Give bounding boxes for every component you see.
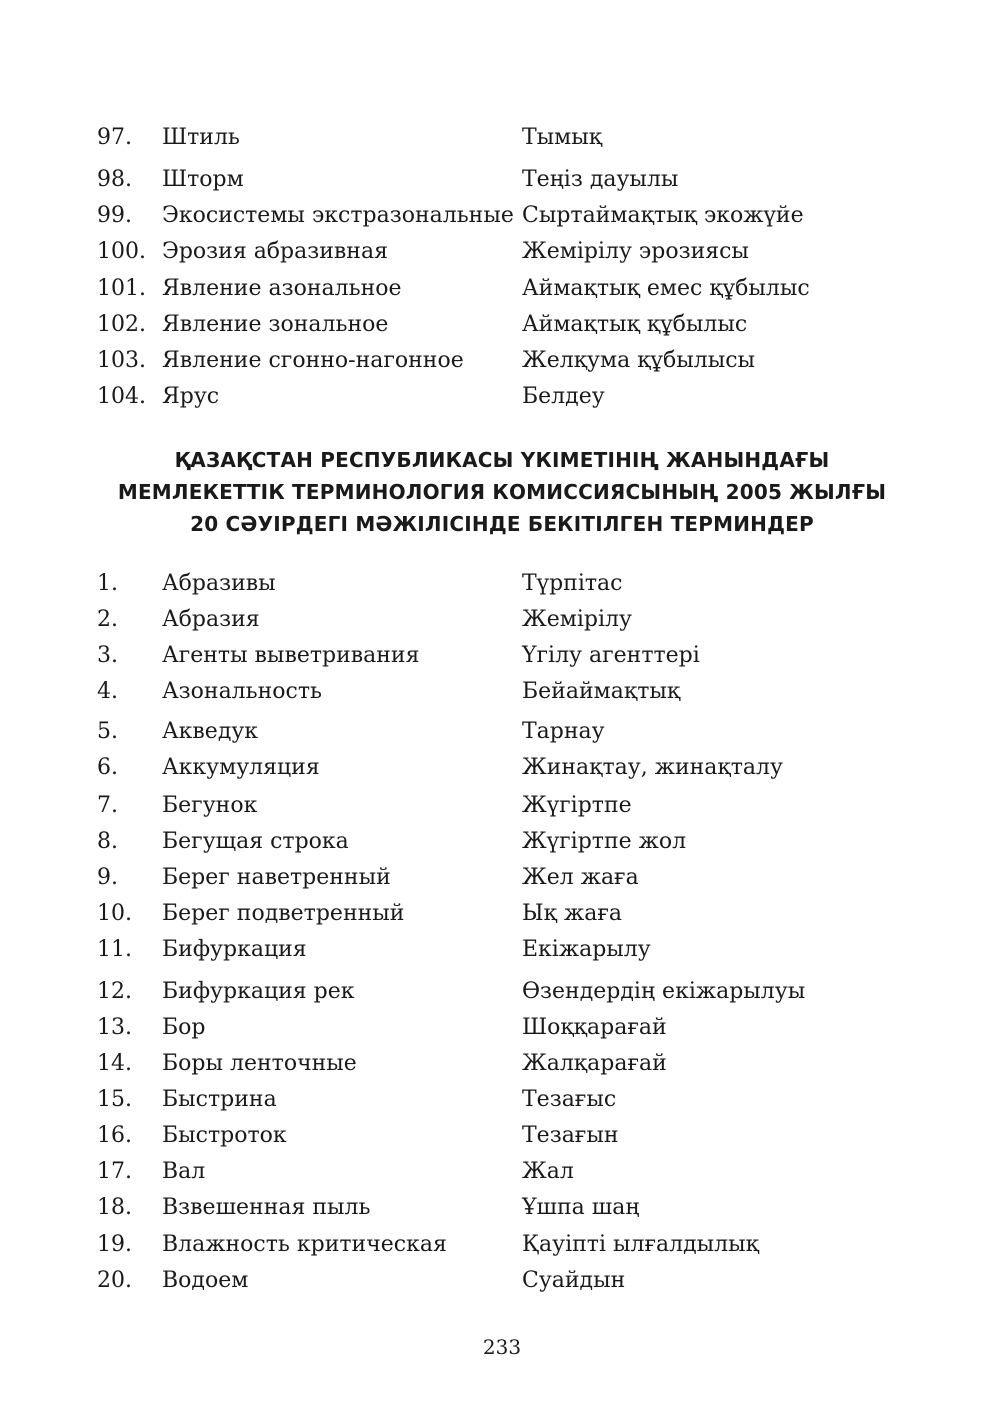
kazakh-term: Жүгіртпе: [522, 793, 632, 818]
glossary-entry: [0, 310, 1004, 340]
russian-term: Шторм: [162, 167, 244, 192]
glossary-entry: [0, 605, 1004, 635]
russian-term: Водоем: [162, 1268, 249, 1293]
entry-number: 3.: [97, 643, 118, 668]
russian-term: Ярус: [162, 384, 220, 409]
entry-number: 17.: [97, 1159, 132, 1184]
kazakh-term: Жалқарағай: [522, 1051, 667, 1076]
kazakh-term: Бейаймақтық: [522, 679, 681, 704]
russian-term: Бегунок: [162, 793, 258, 818]
kazakh-term: Үгілу агенттері: [522, 643, 700, 668]
entry-number: 8.: [97, 829, 118, 854]
russian-term: Бифуркация: [162, 937, 307, 962]
entry-number: 18.: [97, 1195, 132, 1220]
glossary-entry: [0, 1049, 1004, 1079]
russian-term: Явление зональное: [162, 312, 389, 337]
entry-number: 97.: [97, 125, 132, 150]
glossary-entry: [0, 641, 1004, 671]
kazakh-term: Ық жаға: [522, 901, 622, 926]
glossary-entry: [0, 935, 1004, 965]
russian-term: Быстроток: [162, 1123, 287, 1148]
kazakh-term: Аймақтық емес құбылыс: [522, 276, 810, 301]
russian-term: Штиль: [162, 125, 240, 150]
section-heading: [0, 444, 1004, 540]
russian-term: Взвешенная пыль: [162, 1195, 371, 1220]
glossary-entry: [0, 123, 1004, 153]
section-heading-line: 20 СӘУІРДЕГІ МӘЖІЛІСІНДЕ БЕКІТІЛГЕН ТЕРМИНДЕР: [190, 512, 814, 536]
glossary-entry: [0, 1013, 1004, 1043]
entry-number: 9.: [97, 865, 118, 890]
glossary-entry: [0, 717, 1004, 747]
glossary-entry: [0, 201, 1004, 231]
entry-number: 20.: [97, 1268, 132, 1293]
entry-number: 4.: [97, 679, 118, 704]
glossary-entry: [0, 382, 1004, 412]
glossary-entry: [0, 237, 1004, 267]
entry-number: 13.: [97, 1015, 132, 1040]
section-heading-line: МЕМЛЕКЕТТІК ТЕРМИНОЛОГИЯ КОМИССИЯСЫНЫҢ 2005 ЖЫЛҒЫ: [117, 480, 887, 504]
russian-term: Бифуркация рек: [162, 979, 355, 1004]
section-heading-line: ҚАЗАҚСТАН РЕСПУБЛИКАСЫ ҮКІМЕТІНІҢ ЖАНЫНДАҒЫ: [174, 448, 830, 472]
kazakh-term: Тымық: [522, 125, 603, 150]
glossary-entry: [0, 1085, 1004, 1115]
kazakh-term: Ұшпа шаң: [522, 1195, 640, 1220]
glossary-entry: [0, 1157, 1004, 1187]
glossary-entry: [0, 1193, 1004, 1223]
glossary-entry: [0, 677, 1004, 707]
russian-term: Эрозия абразивная: [162, 239, 388, 264]
kazakh-term: Өзендердің екіжарылуы: [522, 979, 806, 1004]
glossary-entry: [0, 569, 1004, 599]
kazakh-term: Жүгіртпе жол: [522, 829, 687, 854]
glossary-entry: [0, 1121, 1004, 1151]
entry-number: 98.: [97, 167, 132, 192]
russian-term: Аккумуляция: [162, 755, 320, 780]
entry-number: 102.: [97, 312, 146, 337]
russian-term: Берег наветренный: [162, 865, 391, 890]
entry-number: 14.: [97, 1051, 132, 1076]
russian-term: Быстрина: [162, 1087, 277, 1112]
entry-number: 101.: [97, 276, 146, 301]
entry-number: 99.: [97, 203, 132, 228]
glossary-entry: [0, 274, 1004, 304]
kazakh-term: Жел жаға: [522, 865, 639, 890]
russian-term: Явление азональное: [162, 276, 402, 301]
glossary-entry: [0, 1230, 1004, 1260]
kazakh-term: Шоққарағай: [522, 1015, 667, 1040]
kazakh-term: Түрпітас: [522, 571, 623, 596]
russian-term: Абразия: [162, 607, 260, 632]
entry-number: 16.: [97, 1123, 132, 1148]
russian-term: Влажность критическая: [162, 1232, 447, 1257]
kazakh-term: Жал: [522, 1159, 574, 1184]
entry-number: 7.: [97, 793, 118, 818]
kazakh-term: Қауіпті ылғалдылық: [522, 1232, 759, 1257]
kazakh-term: Тезағын: [522, 1123, 619, 1148]
russian-term: Бегущая строка: [162, 829, 349, 854]
kazakh-term: Белдеу: [522, 384, 605, 409]
kazakh-term: Суайдын: [522, 1268, 626, 1293]
glossary-entry: [0, 346, 1004, 376]
russian-term: Акведук: [162, 719, 259, 744]
russian-term: Абразивы: [162, 571, 276, 596]
russian-term: Явление сгонно-нагонное: [162, 348, 464, 373]
glossary-entry: [0, 753, 1004, 783]
kazakh-term: Теңіз дауылы: [522, 167, 679, 192]
kazakh-term: Желқума құбылысы: [522, 348, 756, 373]
kazakh-term: Аймақтық құбылыс: [522, 312, 748, 337]
entry-number: 15.: [97, 1087, 132, 1112]
glossary-entry: [0, 1266, 1004, 1296]
kazakh-term: Тезағыс: [522, 1087, 617, 1112]
entry-number: 11.: [97, 937, 132, 962]
russian-term: Азональность: [162, 679, 323, 704]
glossary-entry: [0, 977, 1004, 1007]
kazakh-term: Сыртаймақтық экожүйе: [522, 203, 804, 228]
entry-number: 103.: [97, 348, 146, 373]
page-number: 233: [482, 1335, 522, 1359]
kazakh-term: Жинақтау, жинақталу: [522, 755, 783, 780]
kazakh-term: Екіжарылу: [522, 937, 651, 962]
kazakh-term: Жемірілу эрозиясы: [522, 239, 749, 264]
entry-number: 2.: [97, 607, 118, 632]
russian-term: Вал: [162, 1159, 206, 1184]
russian-term: Агенты выветривания: [162, 643, 420, 668]
russian-term: Берег подветренный: [162, 901, 405, 926]
kazakh-term: Жемірілу: [522, 607, 632, 632]
entry-number: 104.: [97, 384, 146, 409]
glossary-entry: [0, 899, 1004, 929]
entry-number: 10.: [97, 901, 132, 926]
glossary-entry: [0, 165, 1004, 195]
glossary-entry: [0, 827, 1004, 857]
glossary-entry: [0, 791, 1004, 821]
entry-number: 6.: [97, 755, 118, 780]
russian-term: Экосистемы экстразональные: [162, 203, 514, 228]
russian-term: Боры ленточные: [162, 1051, 357, 1076]
entry-number: 100.: [97, 239, 146, 264]
kazakh-term: Тарнау: [522, 719, 605, 744]
glossary-entry: [0, 863, 1004, 893]
entry-number: 12.: [97, 979, 132, 1004]
entry-number: 1.: [97, 571, 118, 596]
entry-number: 5.: [97, 719, 118, 744]
entry-number: 19.: [97, 1232, 132, 1257]
russian-term: Бор: [162, 1015, 206, 1040]
